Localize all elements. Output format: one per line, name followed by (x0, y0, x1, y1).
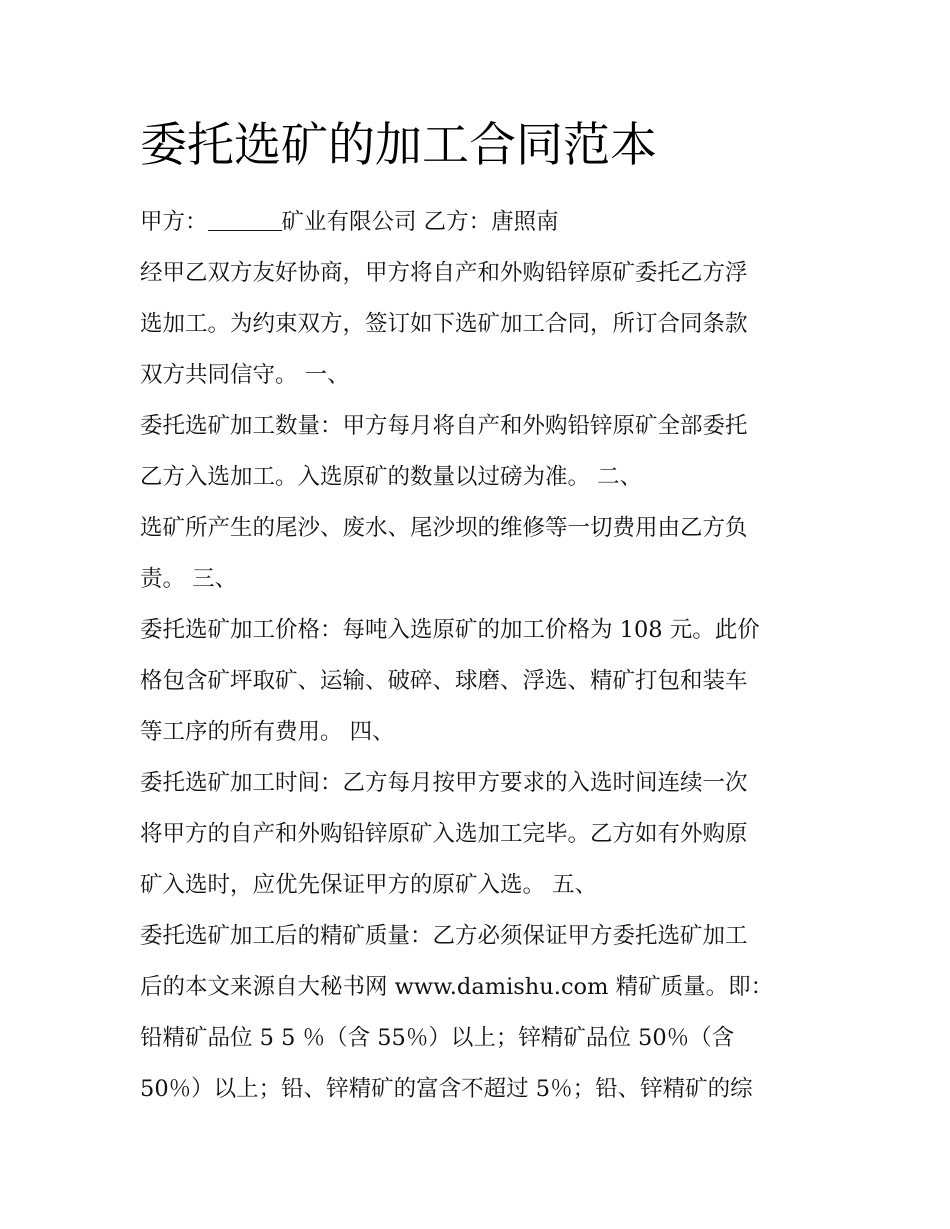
document-title: 委托选矿的加工合同范本 (140, 118, 657, 173)
body-line: 经甲乙双方友好协商，甲方将自产和外购铅锌原矿委托乙方浮 (140, 260, 748, 286)
party-a-label: 甲方： (140, 209, 208, 235)
body-line: 等工序的所有费用。 四、 (140, 719, 395, 745)
blank-underline (208, 229, 282, 231)
body-line: 责。 三、 (140, 566, 238, 592)
body-line: 将甲方的自产和外购铅锌原矿入选加工完毕。乙方如有外购原 (140, 821, 748, 847)
body-line: 委托选矿加工时间：乙方每月按甲方要求的入选时间连续一次 (140, 770, 748, 796)
body-line: 选矿所产生的尾沙、废水、尾沙坝的维修等一切费用由乙方负 (140, 515, 748, 541)
party-line-rest: 矿业有限公司 乙方：唐照南 (281, 209, 559, 235)
body-line: 双方共同信守。 一、 (140, 362, 350, 388)
body-line: 后的本文来源自大秘书网 www.damishu.com 精矿质量。即： (140, 974, 774, 1000)
body-line: 50％）以上；铅、锌精矿的富含不超过 5％；铅、锌精矿的综 (140, 1076, 753, 1102)
body-line: 格包含矿坪取矿、运输、破碎、球磨、浮选、精矿打包和装车 (140, 668, 748, 694)
body-line: 矿入选时，应优先保证甲方的原矿入选。 五、 (140, 872, 598, 898)
body-line: 选加工。为约束双方，签订如下选矿加工合同，所订合同条款 (140, 311, 748, 337)
party-line (140, 197, 830, 248)
body-line: 委托选矿加工价格：每吨入选原矿的加工价格为 108 元。此价 (140, 617, 760, 643)
body-line: 委托选矿加工后的精矿质量：乙方必须保证甲方委托选矿加工 (140, 923, 748, 949)
document-body (140, 197, 830, 1115)
body-line: 乙方入选加工。入选原矿的数量以过磅为准。 二、 (140, 464, 643, 490)
body-line: 委托选矿加工数量：甲方每月将自产和外购铅锌原矿全部委托 (140, 413, 748, 439)
body-line: 铅精矿品位 5 5 ％（含 55％）以上；锌精矿品位 50％（含 (140, 1025, 735, 1051)
